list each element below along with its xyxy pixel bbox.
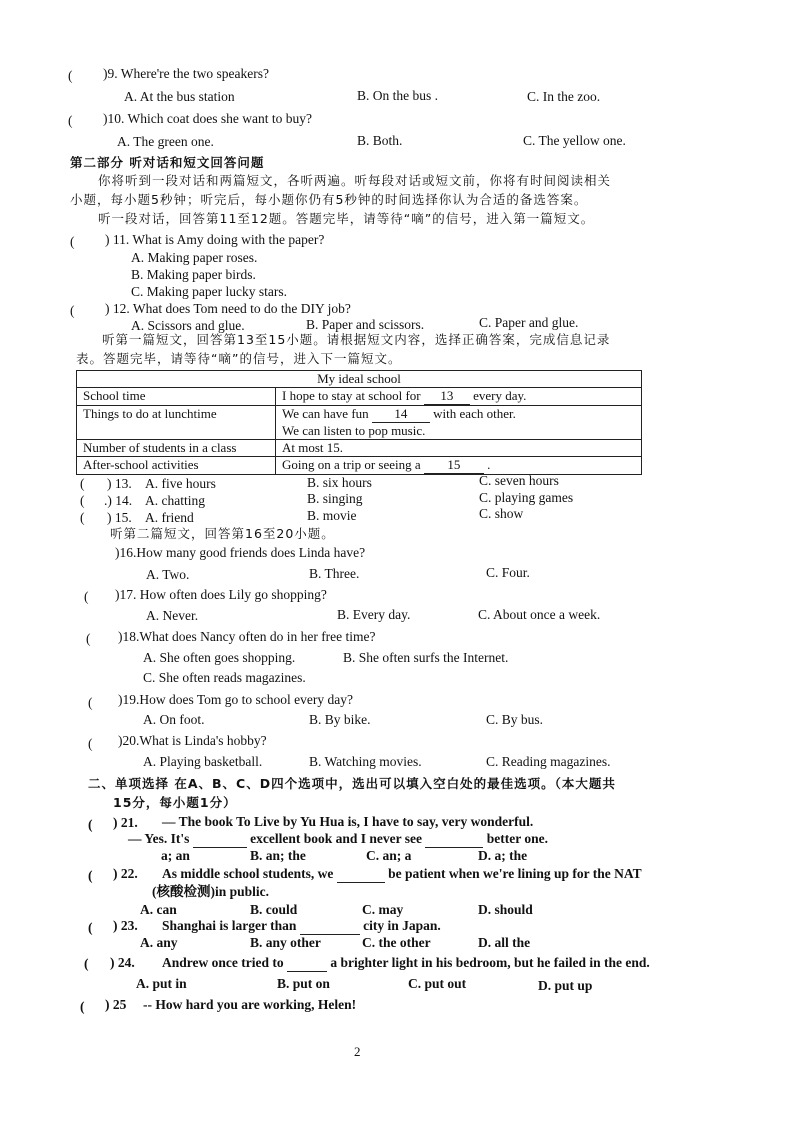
q12-option-a: A. Scissors and glue.: [131, 318, 245, 333]
q9-option-a: A. At the bus station: [124, 89, 235, 104]
part-two-heading: 第二部分 听对话和短文回答问题: [70, 155, 265, 170]
q23-option-b: B. any other: [250, 935, 321, 950]
q12-number: ) 12.: [105, 301, 130, 316]
q13-option-a: A. five hours: [145, 476, 216, 491]
q9-option-b: B. On the bus .: [357, 88, 438, 103]
q21-option-a: a; an: [161, 848, 190, 863]
q16-question: [115, 546, 365, 561]
q23-paren: (: [88, 920, 93, 935]
table-caption: My ideal school: [77, 371, 642, 388]
q22-option-a: A. can: [140, 902, 177, 917]
q24-number: ) 24.: [110, 955, 135, 970]
q10-question: [103, 112, 312, 127]
q17-text: How often does Lily go shopping?: [139, 587, 327, 602]
section-two-heading-1: 二、单项选择 在A、B、C、D四个选项中，选出可以填入空白处的最佳选项。（本大题共: [88, 776, 616, 791]
q22-number: ) 22.: [113, 866, 138, 881]
row-lunchtime-value: We can have fun 14 with each other. We can listen to pop music.: [276, 406, 642, 440]
q23-option-d: D. all the: [478, 935, 531, 950]
q18-number: )18.: [118, 629, 140, 644]
q15-option-b: B. movie: [307, 508, 357, 523]
q24-option-d: D. put up: [538, 978, 593, 993]
q19-option-b: B. By bike.: [309, 712, 371, 727]
q25-paren: (: [80, 999, 85, 1014]
q21-blank-2: [425, 832, 483, 848]
q17-number: )17.: [115, 587, 137, 602]
section-two-heading-2: 15分，每小题1分）: [113, 795, 237, 810]
row-class-size-label: Number of students in a class: [77, 440, 276, 457]
q9-paren: (: [68, 68, 73, 83]
q15-paren: (: [80, 510, 85, 525]
q17-paren: (: [84, 589, 89, 604]
q23-number: ) 23.: [113, 918, 138, 933]
q10-option-b: B. Both.: [357, 133, 403, 148]
q16-option-c: C. Four.: [486, 565, 530, 580]
q17-question: [115, 588, 327, 603]
ideal-school-table: [76, 370, 642, 475]
blank-13: 13: [424, 388, 470, 405]
blank-14: 14: [372, 406, 430, 423]
q20-option-c: C. Reading magazines.: [486, 754, 611, 769]
q14-option-a: A. chatting: [145, 493, 205, 508]
row-lunchtime-label: Things to do at lunchtime: [77, 406, 276, 440]
q15-option-c: C. show: [479, 506, 524, 521]
passage2-intro: 听第二篇短文，回答第16至20小题。: [110, 526, 335, 541]
q22-line2: (核酸检测)in public.: [152, 884, 270, 899]
q11-paren: (: [70, 234, 75, 249]
q22-option-b: B. could: [250, 902, 298, 917]
q13-number: ) 13.: [107, 476, 132, 491]
q24-option-c: C. put out: [408, 976, 467, 991]
row-school-time-label: School time: [77, 388, 276, 406]
q12-option-c: C. Paper and glue.: [479, 315, 579, 330]
q23-option-a: A. any: [140, 935, 178, 950]
q12-paren: (: [70, 303, 75, 318]
q24-paren: (: [84, 956, 89, 971]
q19-option-a: A. On foot.: [143, 712, 205, 727]
q24-option-b: B. put on: [277, 976, 330, 991]
q11-option-b: B. Making paper birds.: [131, 267, 256, 282]
blank-15: 15: [424, 457, 484, 474]
q22-line1: As middle school students, we be patient when we're lining up for the NAT: [162, 866, 642, 881]
q20-option-a: A. Playing basketball.: [143, 754, 263, 769]
row-activities-label: After-school activities: [77, 457, 276, 475]
q20-paren: (: [88, 736, 93, 751]
q23-blank: [300, 919, 360, 935]
q15-option-a: A. friend: [145, 510, 194, 525]
q18-option-c: C. She often reads magazines.: [143, 670, 306, 685]
q19-option-c: C. By bus.: [486, 712, 544, 727]
passage1-intro-2: 表。答题完毕，请等待“嘀”的信号，进入下一篇短文。: [76, 351, 402, 366]
q21-option-b: B. an; the: [250, 848, 306, 863]
part-two-intro-2: 小题，每小题5秒钟；听完后，每小题你仍有5秒钟的时间选择你认为合适的备选答案。: [70, 192, 588, 207]
q13-option-b: B. six hours: [307, 475, 372, 490]
q10-option-a: A. The green one.: [117, 134, 214, 149]
q14-number: .) 14.: [104, 493, 133, 508]
row-school-time-value: I hope to stay at school for 13 every day.: [276, 388, 642, 406]
passage1-intro-1: 听第一篇短文，回答第13至15小题。请根据短文内容，选择正确答案，完成信息记录: [102, 332, 611, 347]
row-activities-value: Going on a trip or seeing a 15 .: [276, 457, 642, 475]
q17-option-c: C. About once a week.: [478, 607, 601, 622]
q9-question: [103, 67, 269, 82]
q25-line1: -- How hard you are working, Helen!: [143, 997, 357, 1012]
q18-option-a: A. She often goes shopping.: [143, 650, 296, 665]
q21-line2: — Yes. It's excellent book and I never see better one.: [128, 831, 548, 846]
q18-paren: (: [86, 631, 91, 646]
q10-option-c: C. The yellow one.: [523, 133, 626, 148]
q17-option-a: A. Never.: [146, 608, 199, 623]
q23-line1: Shanghai is larger than city in Japan.: [162, 918, 441, 933]
q20-number: )20.: [118, 733, 140, 748]
q20-option-b: B. Watching movies.: [309, 754, 422, 769]
q16-option-a: A. Two.: [146, 567, 190, 582]
q22-option-d: D. should: [478, 902, 533, 917]
q24-option-a: A. put in: [136, 976, 187, 991]
page-number: 2: [354, 1044, 361, 1059]
q15-number: ) 15.: [107, 510, 132, 525]
q19-paren: (: [88, 695, 93, 710]
q21-option-d: D. a; the: [478, 848, 528, 863]
q20-question: [118, 734, 267, 749]
q19-number: )19.: [118, 692, 140, 707]
q11-number: ) 11.: [105, 232, 130, 247]
q12-question: [105, 302, 351, 317]
q22-option-c: C. may: [362, 902, 404, 917]
q21-option-c: C. an; a: [366, 848, 412, 863]
q19-question: [118, 693, 353, 708]
q25-number: ) 25: [105, 997, 127, 1012]
q16-option-b: B. Three.: [309, 566, 360, 581]
q10-paren: (: [68, 113, 73, 128]
q24-line1: Andrew once tried to a brighter light in his bedroom, but he failed in the end.: [162, 955, 650, 970]
q10-text: Which coat does she want to buy?: [127, 111, 312, 126]
q11-question: [105, 233, 324, 248]
q9-number: )9.: [103, 66, 118, 81]
q21-number: ) 21.: [113, 815, 138, 830]
q18-text: What does Nancy often do in her free time?: [139, 629, 376, 644]
q23-option-c: C. the other: [362, 935, 431, 950]
part-two-intro-1: 你将听到一段对话和两篇短文，各听两遍。听每段对话或短文前，你将有时间阅读相关: [98, 173, 612, 188]
q10-number: )10.: [103, 111, 125, 126]
q14-option-c: C. playing games: [479, 490, 574, 505]
q11-option-a: A. Making paper roses.: [131, 250, 258, 265]
q13-option-c: C. seven hours: [479, 473, 559, 488]
q14-option-b: B. singing: [307, 491, 363, 506]
q22-paren: (: [88, 868, 93, 883]
q21-line1: — The book To Live by Yu Hua is, I have to say, very wonderful.: [162, 814, 534, 829]
row-class-size-value: At most 15.: [276, 440, 642, 457]
q12-option-b: B. Paper and scissors.: [306, 317, 425, 332]
q14-paren: (: [80, 493, 85, 508]
q16-text: How many good friends does Linda have?: [136, 545, 366, 560]
q21-blank-1: [193, 832, 247, 848]
q12-text: What does Tom need to do the DIY job?: [132, 301, 351, 316]
q21-paren: (: [88, 817, 93, 832]
part-two-intro-3: 听一段对话，回答第11至12题。答题完毕，请等待“嘀”的信号，进入第一篇短文。: [98, 211, 595, 226]
q24-blank: [287, 956, 327, 972]
q9-text: Where're the two speakers?: [120, 66, 269, 81]
q18-question: [118, 630, 376, 645]
q11-text: What is Amy doing with the paper?: [132, 232, 325, 247]
q13-paren: (: [80, 476, 85, 491]
q17-option-b: B. Every day.: [337, 607, 411, 622]
q16-number: )16.: [115, 545, 137, 560]
q19-text: How does Tom go to school every day?: [139, 692, 354, 707]
q22-blank: [337, 867, 385, 883]
q20-text: What is Linda's hobby?: [139, 733, 267, 748]
q11-option-c: C. Making paper lucky stars.: [131, 284, 287, 299]
q9-option-c: C. In the zoo.: [527, 89, 601, 104]
q18-option-b: B. She often surfs the Internet.: [343, 650, 509, 665]
